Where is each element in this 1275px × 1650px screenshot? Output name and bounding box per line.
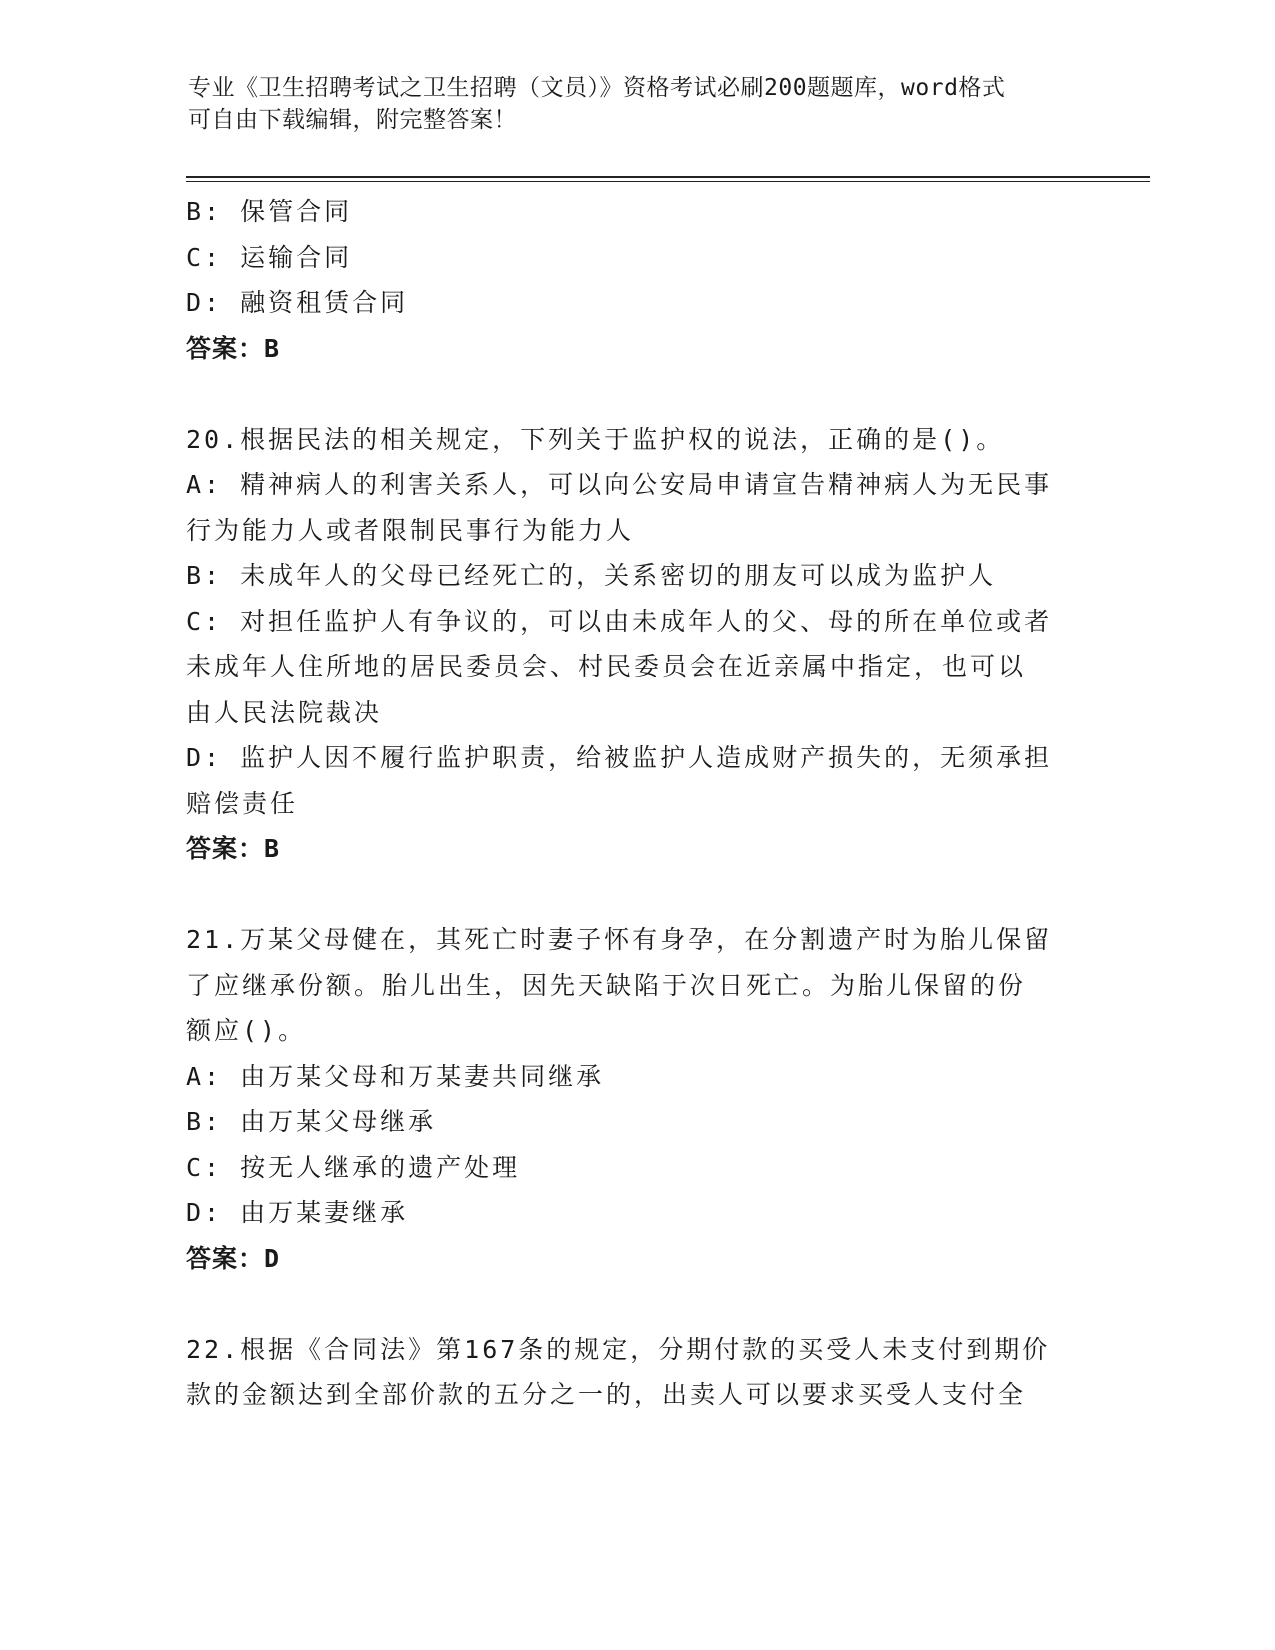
question-20 bbox=[186, 417, 1086, 872]
spacer bbox=[186, 1281, 1086, 1327]
document-header bbox=[188, 72, 1068, 136]
document-body bbox=[186, 189, 1086, 1418]
option-a: A: 由万某父母和万某妻共同继承 bbox=[186, 1061, 605, 1091]
option-b: B: 由万某父母继承 bbox=[186, 1107, 437, 1136]
option-d: D: 监护人因不履行监护职责，给被监护人造成财产损失的，无须承担 bbox=[186, 743, 1053, 772]
question-stem-cont: 额应()。 bbox=[186, 1016, 307, 1045]
question-stem: 22.根据《合同法》第167条的规定，分期付款的买受人未支付到期价 bbox=[186, 1334, 1051, 1364]
option-a: A: 精神病人的利害关系人，可以向公安局申请宣告精神病人为无民事 bbox=[186, 470, 1053, 499]
answer: 答案：B bbox=[186, 834, 281, 863]
question-19-tail bbox=[186, 189, 1086, 371]
answer: 答案：D bbox=[186, 1243, 281, 1273]
option-d-cont: 赔偿责任 bbox=[186, 788, 299, 818]
spacer bbox=[186, 371, 1086, 417]
option-c: C: 运输合同 bbox=[186, 242, 353, 272]
question-21 bbox=[186, 917, 1086, 1281]
question-22 bbox=[186, 1327, 1086, 1418]
answer: 答案：B bbox=[186, 333, 281, 363]
option-c: C: 按无人继承的遗产处理 bbox=[186, 1152, 521, 1182]
question-stem: 20.根据民法的相关规定，下列关于监护权的说法，正确的是()。 bbox=[186, 424, 1005, 454]
option-d: D: 由万某妻继承 bbox=[186, 1198, 409, 1227]
option-c: C: 对担任监护人有争议的，可以由未成年人的父、母的所在单位或者 bbox=[186, 606, 1053, 636]
question-stem-cont: 款的金额达到全部价款的五分之一的，出卖人可以要求买受人支付全 bbox=[186, 1380, 1027, 1409]
option-b: B: 未成年人的父母已经死亡的，关系密切的朋友可以成为监护人 bbox=[186, 561, 997, 590]
option-c-cont: 未成年人住所地的居民委员会、村民委员会在近亲属中指定，也可以 bbox=[186, 652, 1027, 681]
header-line-1: 专业《卫生招聘考试之卫生招聘（文员）》资格考试必刷200题题库，word格式 bbox=[188, 75, 1006, 101]
option-b: B: 保管合同 bbox=[186, 197, 353, 226]
header-rule-thin bbox=[186, 181, 1150, 182]
header-line-2: 可自由下载编辑，附完整答案！ bbox=[188, 107, 517, 133]
option-a-cont: 行为能力人或者限制民事行为能力人 bbox=[186, 515, 635, 545]
option-c-cont: 由人民法院裁决 bbox=[186, 697, 383, 727]
spacer bbox=[186, 872, 1086, 918]
header-rule-thick bbox=[186, 176, 1150, 178]
question-stem-cont: 了应继承份额。胎儿出生，因先天缺陷于次日死亡。为胎儿保留的份 bbox=[186, 970, 1027, 1000]
option-d: D: 融资租赁合同 bbox=[186, 288, 409, 317]
question-stem: 21.万某父母健在，其死亡时妻子怀有身孕，在分割遗产时为胎儿保留 bbox=[186, 925, 1053, 954]
